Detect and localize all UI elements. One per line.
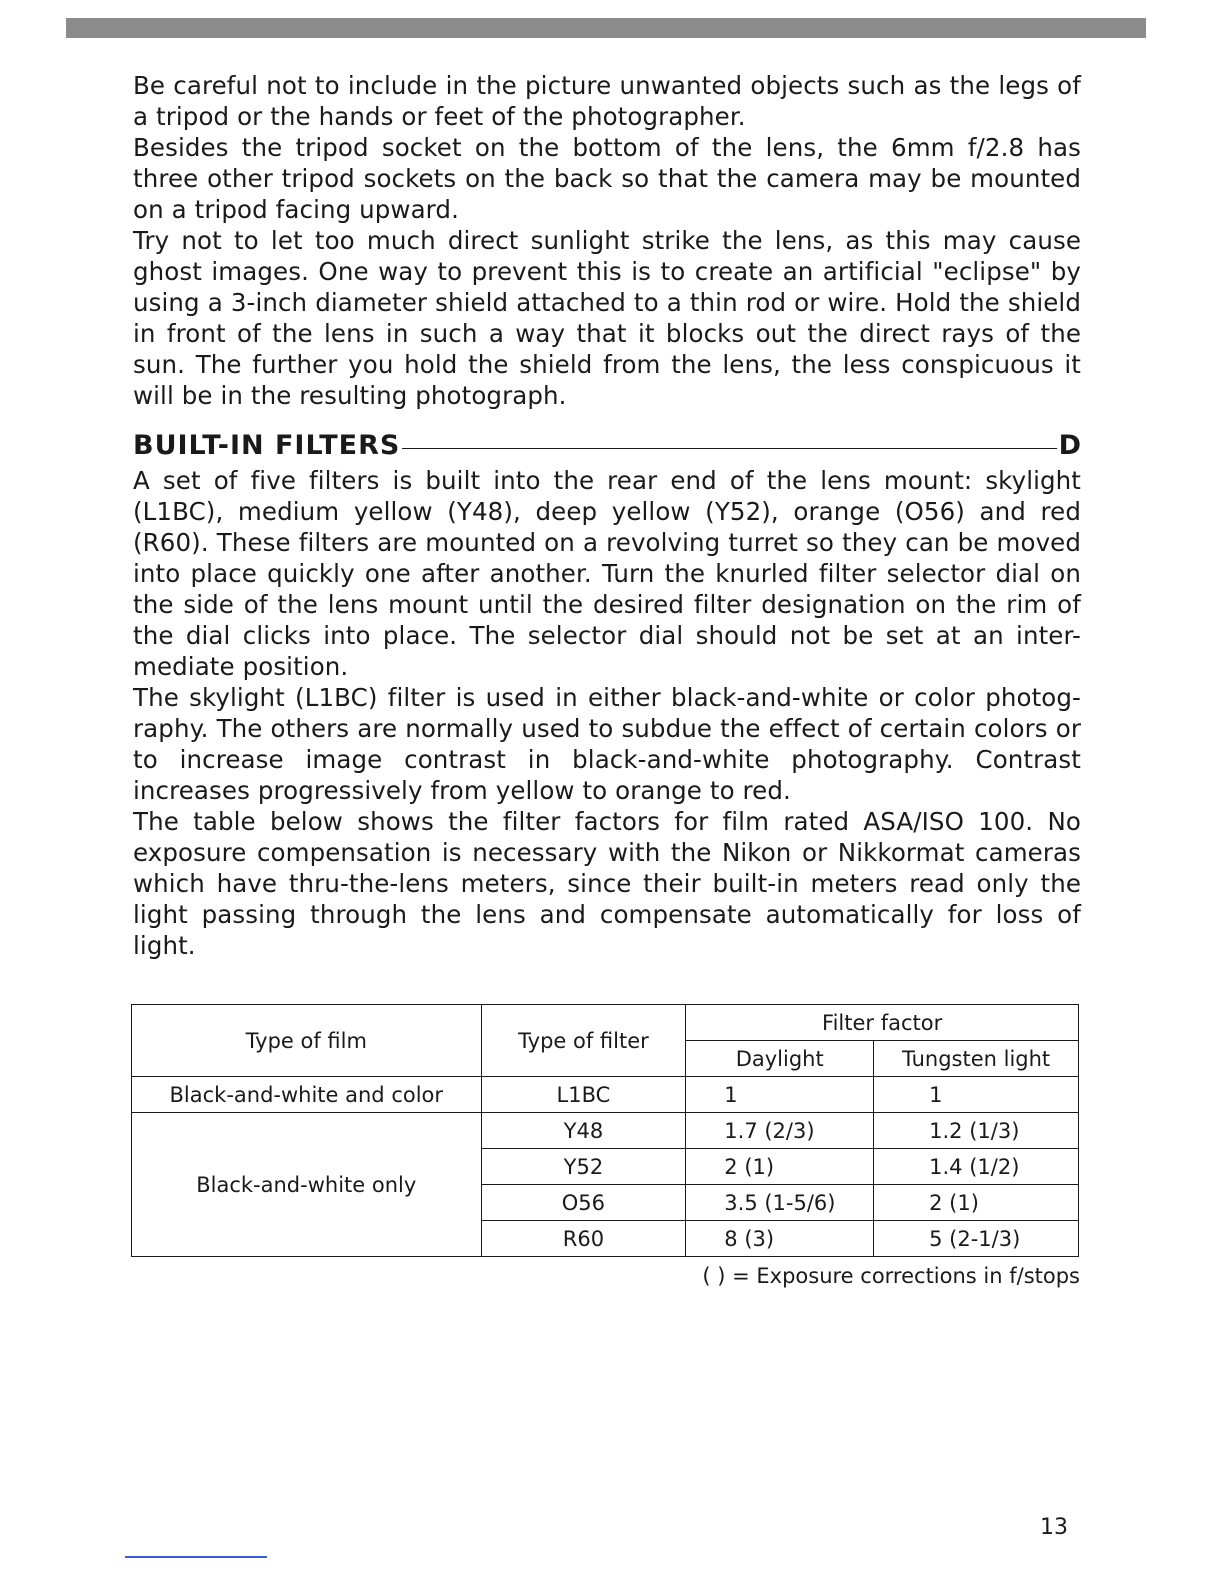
filter-cell: Y48 [481,1113,686,1149]
tungsten-cell: 1 [874,1077,1079,1113]
table-row [132,1077,1079,1113]
header-daylight: Daylight [686,1041,874,1077]
header-film-type: Type of film [132,1005,482,1077]
film-group-bw-only: Black-and-white only [132,1113,482,1257]
film-group-bw-color: Black-and-white and color [132,1077,482,1113]
filter-cell: Y52 [481,1149,686,1185]
paragraph: A set of five filters is built into the rear end of the lens mount: skylight (L1BC), medium yellow (Y48), deep yellow (Y52), orange (O56) and red (R60). These filters are mounted on a revolving turret so they can be moved into place quickly one after another. Turn the knurled filter selector dial on the side of the lens mount until the desired filter designation on the rim of the dial clicks into place. The selector dial should not be set at an inter-mediate position. [133,466,1081,681]
header-filter-factor: Filter factor [686,1005,1079,1041]
top-scan-bar [66,18,1146,38]
section-heading [133,425,1081,465]
tungsten-cell: 1.4 (1/2) [874,1149,1079,1185]
bottom-scan-line [125,1556,267,1558]
filter-cell: O56 [481,1185,686,1221]
daylight-cell: 8 (3) [686,1221,874,1257]
filter-cell: L1BC [481,1077,686,1113]
section-letter: D [1058,429,1081,461]
tungsten-cell: 2 (1) [874,1185,1079,1221]
section-title: BUILT-IN FILTERS [133,429,401,461]
page-content [133,70,1081,961]
header-tungsten: Tungsten light [874,1041,1079,1077]
daylight-cell: 3.5 (1-5/6) [686,1185,874,1221]
daylight-cell: 1.7 (2/3) [686,1113,874,1149]
filter-factor-table [131,1004,1079,1257]
heading-rule [402,448,1056,449]
tungsten-cell: 5 (2-1/3) [874,1221,1079,1257]
paragraph: Be careful not to include in the picture unwanted objects such as the legs of a tripod or the hands or feet of the photographer. [133,71,1081,131]
table-row [132,1113,1079,1149]
paragraph: The table below shows the filter factors for film rated ASA/ISO 100. No exposure compensation is necessary with the Nikon or Nikkormat cameras which have thru-the-lens meters, since their built-in meters read only the light passing through the lens and compensate automatically for loss of light. [133,807,1081,960]
tungsten-cell: 1.2 (1/3) [874,1113,1079,1149]
paragraph: Besides the tripod socket on the bottom of the lens, the 6mm f/2.8 has three other tripod sockets on the back so that the camera may be mounted on a tripod facing upward. [133,133,1081,224]
paragraph: The skylight (L1BC) filter is used in either black-and-white or color photog-raphy. The others are normally used to subdue the effect of certain colors or to increase image contrast in black-and-white photography. Contrast increases progressively from yellow to orange to red. [133,683,1081,805]
table-note: ( ) = Exposure corrections in f/stops [702,1264,1080,1288]
daylight-cell: 1 [686,1077,874,1113]
daylight-cell: 2 (1) [686,1149,874,1185]
page-number: 13 [1040,1515,1068,1540]
filter-cell: R60 [481,1221,686,1257]
header-filter-type: Type of filter [481,1005,686,1077]
paragraph: Try not to let too much direct sunlight strike the lens, as this may cause ghost images. One way to prevent this is to create an artificial "eclipse" by using a 3-inch diameter shield attached to a thin rod or wire. Hold the shield in front of the lens in such a way that it blocks out the direct rays of the sun. The further you hold the shield from the lens, the less conspicuous it will be in the resulting photograph. [133,226,1081,410]
